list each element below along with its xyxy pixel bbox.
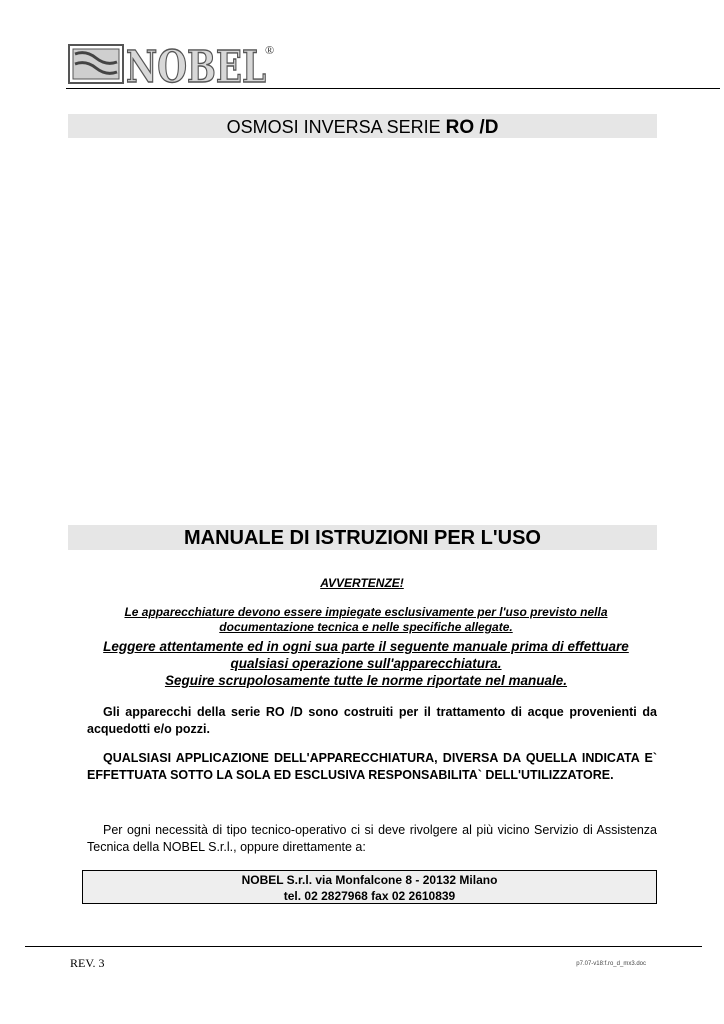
footer-rule (25, 946, 702, 947)
series-band (68, 114, 657, 138)
address-line-2: tel. 02 2827968 fax 02 2610839 (283, 889, 456, 903)
paragraph-support-text: Per ogni necessità di tipo tecnico-operativo ci si deve rivolgere al più vicino Servizio di Assistenza Tecnica della NOBEL S.r.l., oppure direttamente a: (87, 823, 657, 854)
warning-usage: Le apparecchiature devono essere impiegate esclusivamente per l'uso previsto nella documentazione tecnica e nelle specifiche allegate. (124, 605, 608, 634)
revision-label: REV. 3 (70, 956, 105, 970)
warning-follow-rules: Seguire scrupolosamente tutte le norme riportate nel manuale. (164, 673, 568, 688)
warning-read-manual: Leggere attentamente ed in ogni sua parte il seguente manuale prima di effettuare qualsiasi operazione sull'apparecchiatura. (103, 639, 629, 671)
header-rule (66, 88, 720, 89)
paragraph-scope (87, 704, 657, 738)
manual-title: MANUALE DI ISTRUZIONI PER L'USO (68, 525, 657, 550)
series-model: RO /D (445, 117, 499, 138)
logo-wordmark: NOBEL (126, 42, 266, 88)
paragraph-liability-text: QUALSIASI APPLICAZIONE DELL'APPARECCHIATURA, DIVERSA DA QUELLA INDICATA E` EFFETTUATA SOTTO LA SOLA ED ESCLUSIVA RESPONSABILITA` DELL'UTILIZZATORE. (87, 751, 657, 782)
document-reference: p7.07-v18:f.ro_d_mx3.doc (576, 961, 646, 967)
address-line-1: NOBEL S.r.l. via Monfalcone 8 - 20132 Milano (241, 873, 498, 887)
logo-emblem-icon (69, 45, 123, 83)
warnings-title: AVVERTENZE! (320, 576, 404, 590)
paragraph-support (87, 822, 657, 856)
registered-mark: ® (265, 43, 275, 57)
paragraph-liability (87, 750, 657, 784)
address-box (82, 870, 657, 904)
nobel-logo (68, 40, 278, 88)
paragraph-scope-text: Gli apparecchi della serie RO /D sono costruiti per il trattamento di acque provenienti da acquedotti e/o pozzi. (87, 705, 657, 736)
series-prefix: OSMOSI INVERSA SERIE (226, 117, 446, 137)
